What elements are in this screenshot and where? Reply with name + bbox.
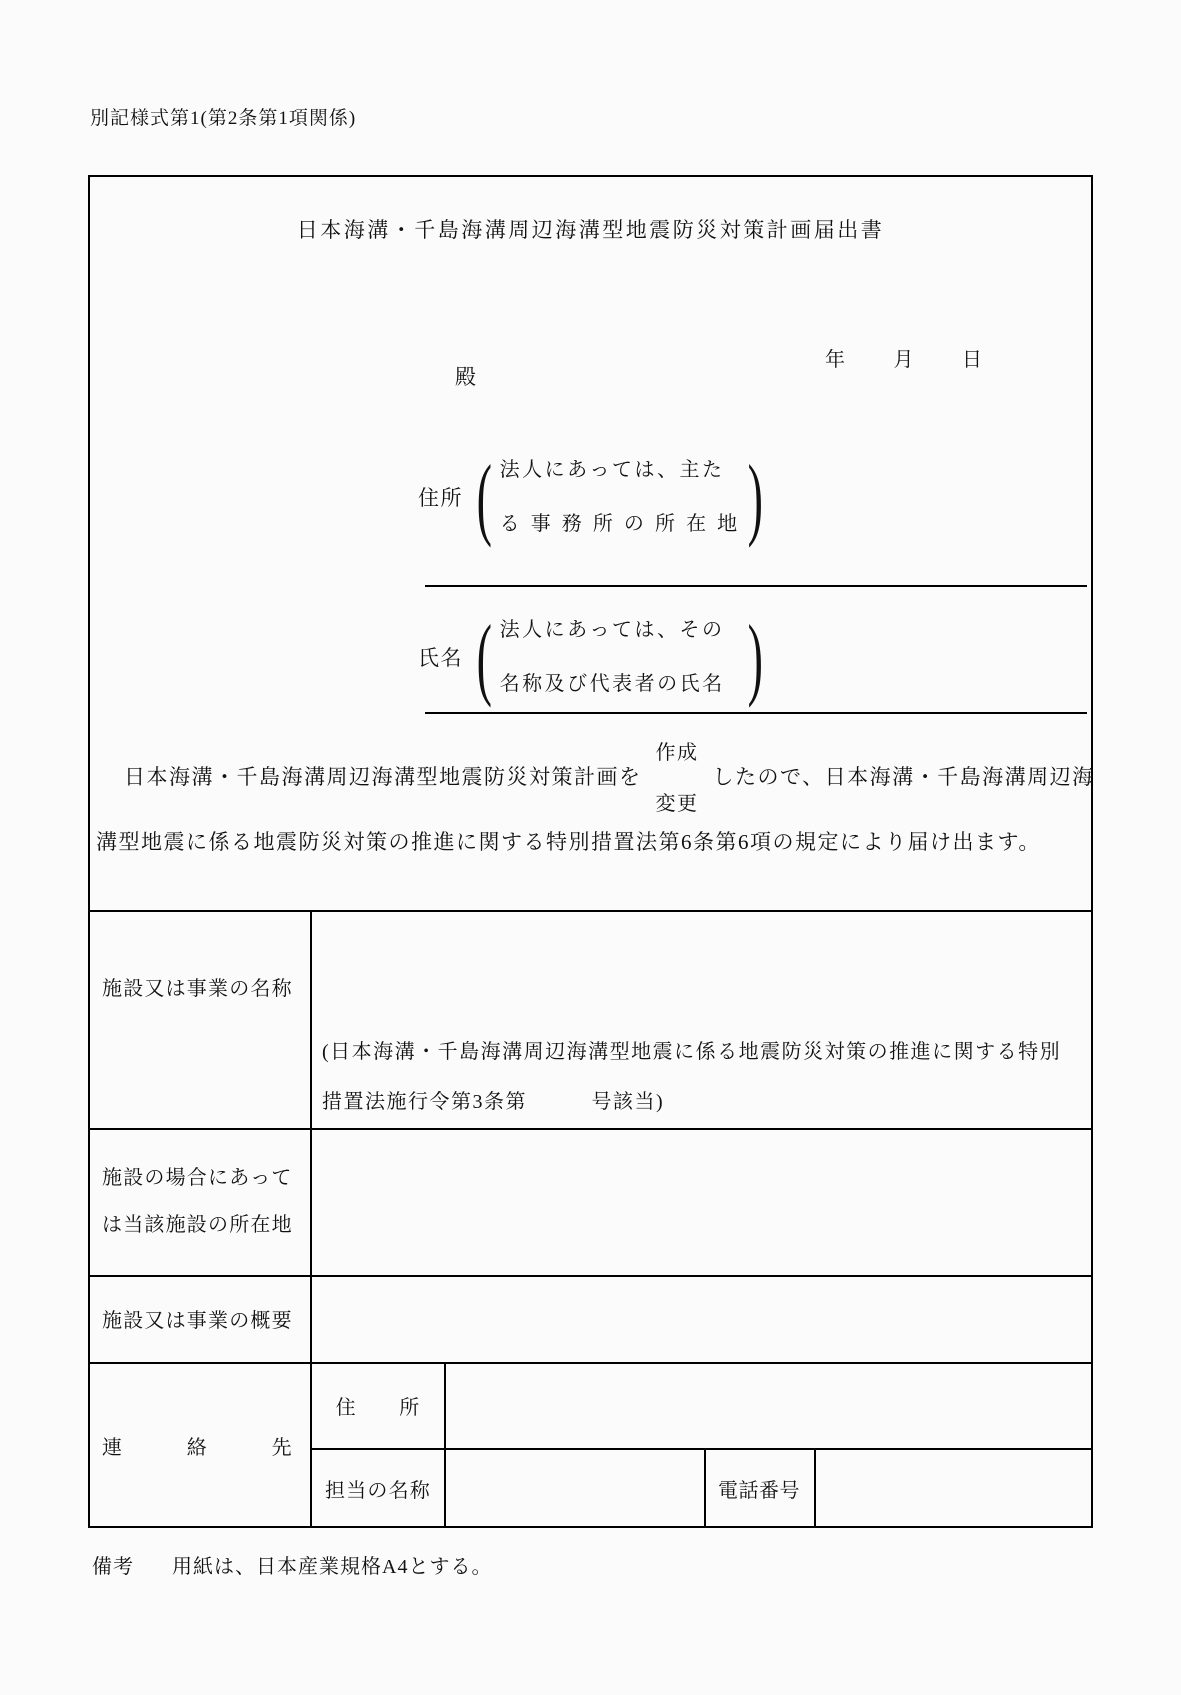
phone-cell-right-divider	[814, 1448, 816, 1526]
contact-phone-label: 電話番号	[718, 1479, 800, 1502]
facility-outline-label: 施設又は事業の概要	[102, 1310, 293, 1332]
remark-label: 備考	[92, 1556, 134, 1578]
address-paren-line2: る事務所の所在地	[499, 513, 740, 535]
facility-name-note-line1: (日本海溝・千島海溝周辺海溝型地震に係る地震防災対策の推進に関する特別	[322, 1041, 1062, 1063]
form-outer-box	[88, 175, 1093, 1528]
contact-person-label: 担当の名称	[325, 1479, 431, 1502]
address-label: 住所	[418, 486, 463, 510]
address-fill-line[interactable]	[425, 585, 1087, 587]
large-close-paren: )	[747, 606, 763, 708]
date-year-label: 年	[825, 349, 847, 371]
date-month-label: 月	[893, 349, 915, 371]
body-sentence-line2: 溝型地震に係る地震防災対策の推進に関する特別措置法第6条第6項の規定により届け出ます。	[96, 830, 1041, 854]
contact-person-fill-area[interactable]	[448, 1450, 702, 1528]
form-title: 日本海溝・千島海溝周辺海溝型地震防災対策計画届出書	[296, 218, 885, 242]
name-fill-line[interactable]	[425, 712, 1087, 714]
facility-name-note	[322, 1027, 1102, 1127]
date-day-label: 日	[962, 349, 984, 371]
name-paren-line1: 法人にあっては、その	[499, 619, 725, 641]
body-line1-after: したので、日本海溝・千島海溝周辺海	[712, 765, 1095, 789]
form-style-label: 別記様式第1(第2条第1項関係)	[90, 108, 357, 129]
contact-label: 連 絡 先	[102, 1436, 293, 1459]
large-close-paren: )	[747, 446, 763, 548]
create-or-change-choice	[656, 736, 699, 816]
address-block	[418, 445, 770, 549]
addressee-suffix: 殿	[455, 365, 478, 389]
large-open-paren: (	[476, 446, 492, 548]
facility-outline-fill-area[interactable]	[312, 1277, 1089, 1360]
name-block	[418, 605, 770, 709]
name-label: 氏名	[418, 646, 463, 670]
choice-create-label: 作成	[655, 742, 699, 764]
facility-name-note-line2: 措置法施行令第3条第 号該当)	[322, 1091, 665, 1113]
facility-location-label-line1: 施設の場合にあって	[102, 1166, 293, 1189]
date-line	[825, 343, 984, 372]
address-paren-line1: 法人にあっては、主た	[499, 459, 725, 481]
contact-phone-fill-area[interactable]	[818, 1450, 1089, 1528]
large-open-paren: (	[476, 606, 492, 708]
body-sentence-line1	[124, 736, 1095, 816]
address-paren-note	[500, 443, 740, 551]
choice-change-label: 変更	[655, 793, 699, 815]
remark-text: 用紙は、日本産業規格A4とする。	[172, 1556, 493, 1578]
contact-address-label: 住 所	[335, 1396, 421, 1419]
paper-size-remark	[92, 1550, 492, 1579]
facility-location-label-line2: は当該施設の所在地	[102, 1213, 293, 1236]
contact-address-fill-area[interactable]	[448, 1364, 1089, 1446]
facility-location-fill-area[interactable]	[312, 1130, 1089, 1273]
facility-name-label: 施設又は事業の名称	[102, 978, 293, 1000]
name-paren-note	[500, 603, 740, 711]
facility-location-label	[90, 1128, 310, 1275]
name-paren-line2: 名称及び代表者の氏名	[499, 673, 725, 695]
body-line1-before: 日本海溝・千島海溝周辺海溝型地震防災対策計画を	[124, 765, 642, 789]
